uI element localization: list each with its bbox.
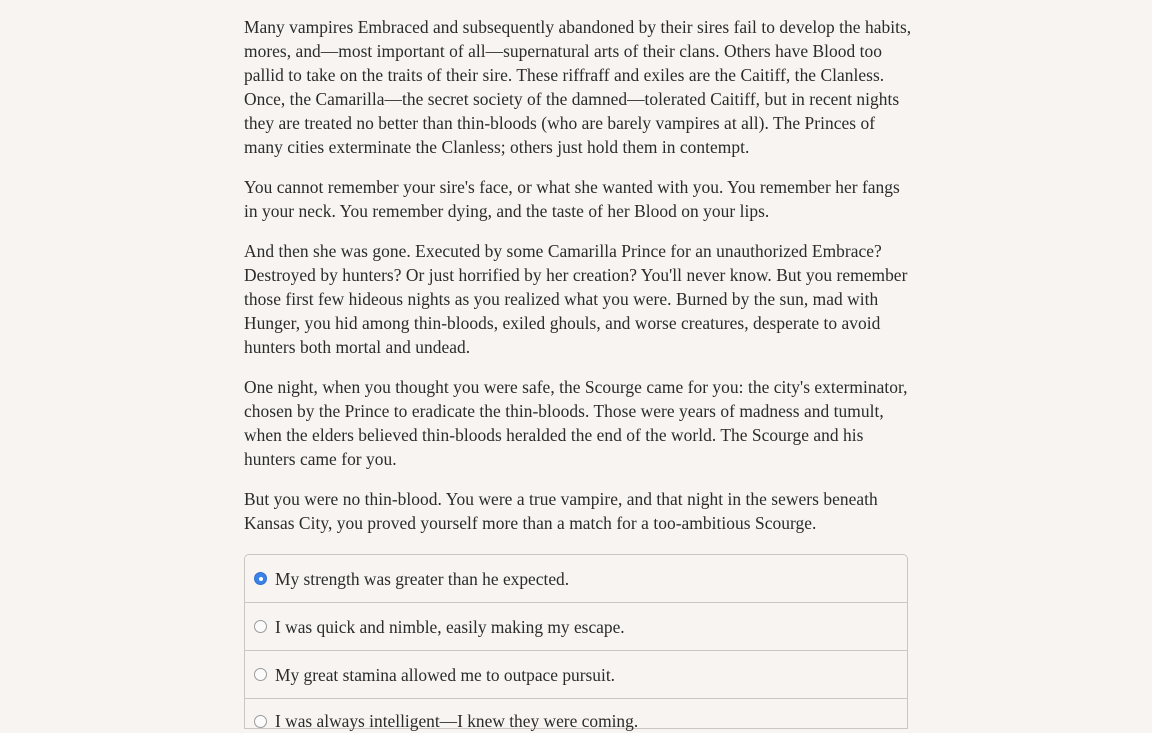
radio-unselected-icon[interactable] bbox=[254, 620, 267, 633]
story-paragraph: One night, when you thought you were safe, the Scourge came for you: the city's exterminator, chosen by the Prince to eradicate the thin-bloods. Those were years of madness and tumult, when the elders believed thin-bloods heralded the end of the world. The Scourge and his hunters came for you. bbox=[244, 377, 908, 469]
radio-unselected-icon[interactable] bbox=[254, 668, 267, 681]
story-paragraph: Many vampires Embraced and subsequently abandoned by their sires fail to develop the habits, mores, and—most important of all—supernatural arts of their clans. Others have Blood too pallid to take on the traits of their sire. These riffraff and exiles are the Caitiff, the Clanless. Once, the Camarilla—the secret society of the damned—tolerated Caitiff, but in recent nights they are treated no better than thin-bloods (who are barely vampires at all). The Princes of many cities exterminate the Clanless; others just hold them in contempt. bbox=[244, 17, 912, 157]
story-paragraph: You cannot remember your sire's face, or what she wanted with you. You remember her fangs in your neck. You remember dying, and the taste of her Blood on your lips. bbox=[244, 177, 900, 221]
choice-list bbox=[244, 554, 908, 729]
choice-option-stamina[interactable] bbox=[245, 651, 907, 699]
choice-label: I was always intelligent—I knew they were coming. bbox=[275, 711, 639, 731]
choice-option-strength[interactable] bbox=[245, 555, 907, 603]
story-text bbox=[244, 15, 912, 551]
choice-label: My great stamina allowed me to outpace pursuit. bbox=[275, 664, 615, 685]
radio-selected-icon[interactable] bbox=[254, 572, 267, 585]
choice-label: My strength was greater than he expected. bbox=[275, 568, 570, 589]
radio-unselected-icon[interactable] bbox=[254, 715, 267, 728]
choice-option-intelligent[interactable] bbox=[245, 699, 907, 729]
story-paragraph: And then she was gone. Executed by some Camarilla Prince for an unauthorized Embrace? Destroyed by hunters? Or just horrified by her creation? You'll never know. But you remember those first few hideous nights as you realized what you were. Burned by the sun, mad with Hunger, you hid among thin-bloods, exiled ghouls, and worse creatures, desperate to avoid hunters both mortal and undead. bbox=[244, 241, 908, 357]
choice-option-quick[interactable] bbox=[245, 603, 907, 651]
choice-label: I was quick and nimble, easily making my escape. bbox=[275, 616, 625, 637]
story-paragraph: But you were no thin-blood. You were a true vampire, and that night in the sewers beneath Kansas City, you proved yourself more than a match for a too-ambitious Scourge. bbox=[244, 489, 878, 533]
